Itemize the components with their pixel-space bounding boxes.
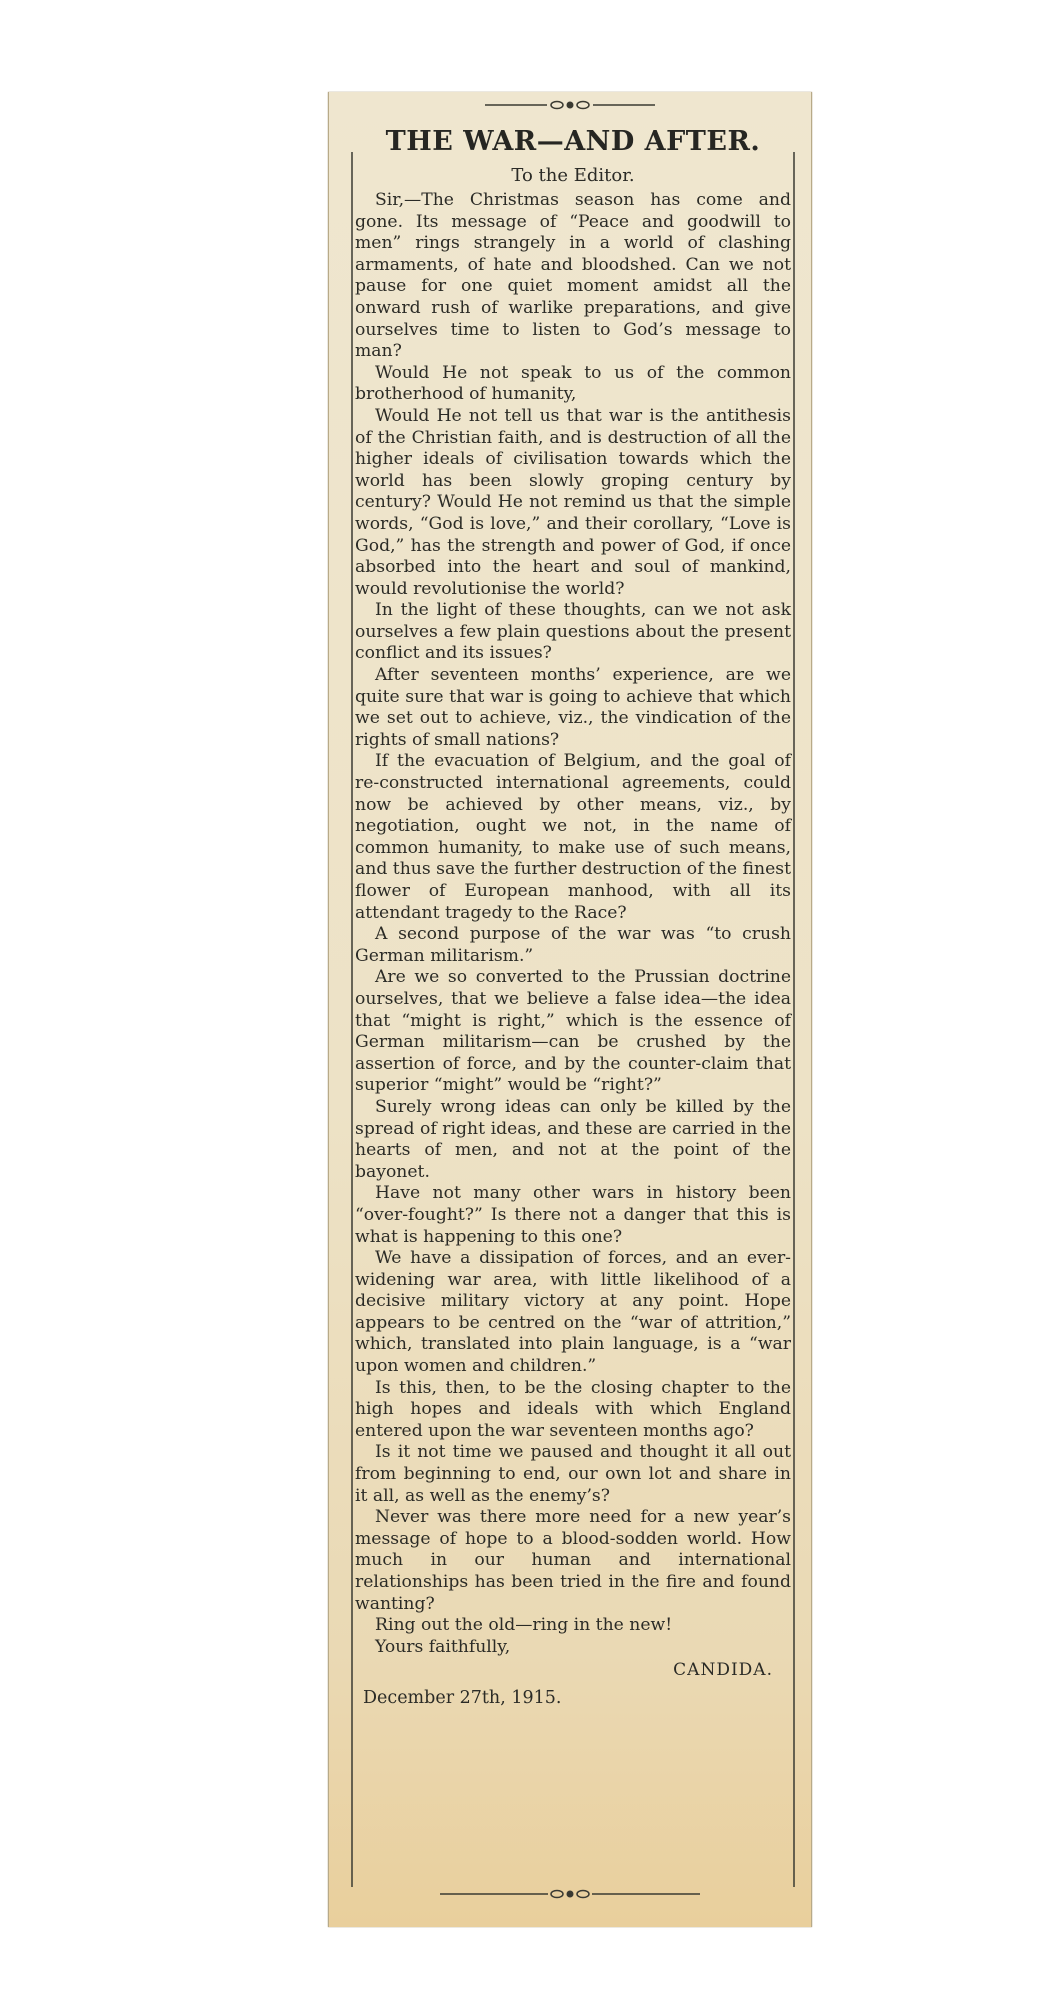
paragraph: After seventeen months’ experience, are we quite sure that war is going to achieve that which we set out to achieve, viz., the vindication of the rights of small nations? [355,665,791,750]
article-headline: THE WAR—AND AFTER. [385,126,761,157]
paragraph: Have not many other wars in history been “over-fought?” Is there not a danger that this is what is happening to this one? [355,1183,791,1247]
letter-date: December 27th, 1915. [363,1688,562,1709]
letter-body [355,190,791,1637]
paragraph: If the evacuation of Belgium, and the goal of re-constructed international agreements, could now be achieved by other means, viz., by negotiation, ought we not, in the name of common humanity, to make use of such means, and thus save the further destruction of the finest flower of European manhood, with all its attendant tragedy to the Race? [355,751,791,923]
left-column-rule [351,152,353,1887]
letter-content [355,126,791,1708]
paragraph: Surely wrong ideas can only be killed by the spread of right ideas, and these are carried in the hearts of men, and not at the point of the bayonet. [355,1096,791,1182]
paragraph: Never was there more need for a new year’s message of hope to a blood-sodden world. How much in our human and international relationships has been tried in the fire and found wanting? [355,1507,791,1614]
paragraph: A second purpose of the war was “to crush German militarism.” [355,924,791,966]
right-column-rule [793,152,795,1887]
paragraph: Ring out the old—ring in the new! [375,1615,673,1636]
paragraph: Are we so converted to the Prussian doctrine ourselves, that we believe a false idea—the idea that “might is right,” which is the essence of German militarism—can be crushed by the assertion of force, and by the counter-claim that superior “might” would be “right?” [355,967,791,1096]
paragraph: Would He not tell us that war is the antithesis of the Christian faith, and is destruction of all the higher ideals of civilisation towards which the world has been slowly groping century by century? Would He not remind us that the simple words, “God is love,” and their corollary, “Love is God,” has the strength and power of God, if once absorbed into the heart and soul of mankind, would revolutionise the world? [355,405,791,599]
signature: CANDIDA. [673,1660,773,1681]
paragraph: Is this, then, to be the closing chapter to the high hopes and ideals with which England entered upon the war seventeen months ago? [355,1377,791,1441]
paragraph: Would He not speak to us of the common brotherhood of humanity, [355,362,791,405]
paragraph: In the light of these thoughts, can we not ask ourselves a few plain questions about the present conflict and its issues? [355,600,791,664]
paragraph: Is it not time we paused and thought it all out from beginning to end, our own lot and share in it all, as well as the enemy’s? [355,1442,791,1506]
newspaper-clipping [328,92,812,1927]
closing: Yours faithfully, [375,1636,511,1657]
paragraph: We have a dissipation of forces, and an ever-widening war area, with little likelihood of a decisive military victory at any point. Hope appears to be centred on the “war of attrition,” which, translated into plain language, is a “war upon women and children.” [355,1248,791,1377]
top-ornament [329,98,811,112]
bottom-ornament [329,1887,811,1901]
salutation: To the Editor. [511,165,635,186]
paragraph: Sir,—The Christmas season has come and gone. Its message of “Peace and goodwill to men” rings strangely in a world of clashing armaments, of hate and bloodshed. Can we not pause for one quiet moment amidst all the onward rush of warlike preparations, and give ourselves time to listen to God’s message to man? [355,190,791,362]
